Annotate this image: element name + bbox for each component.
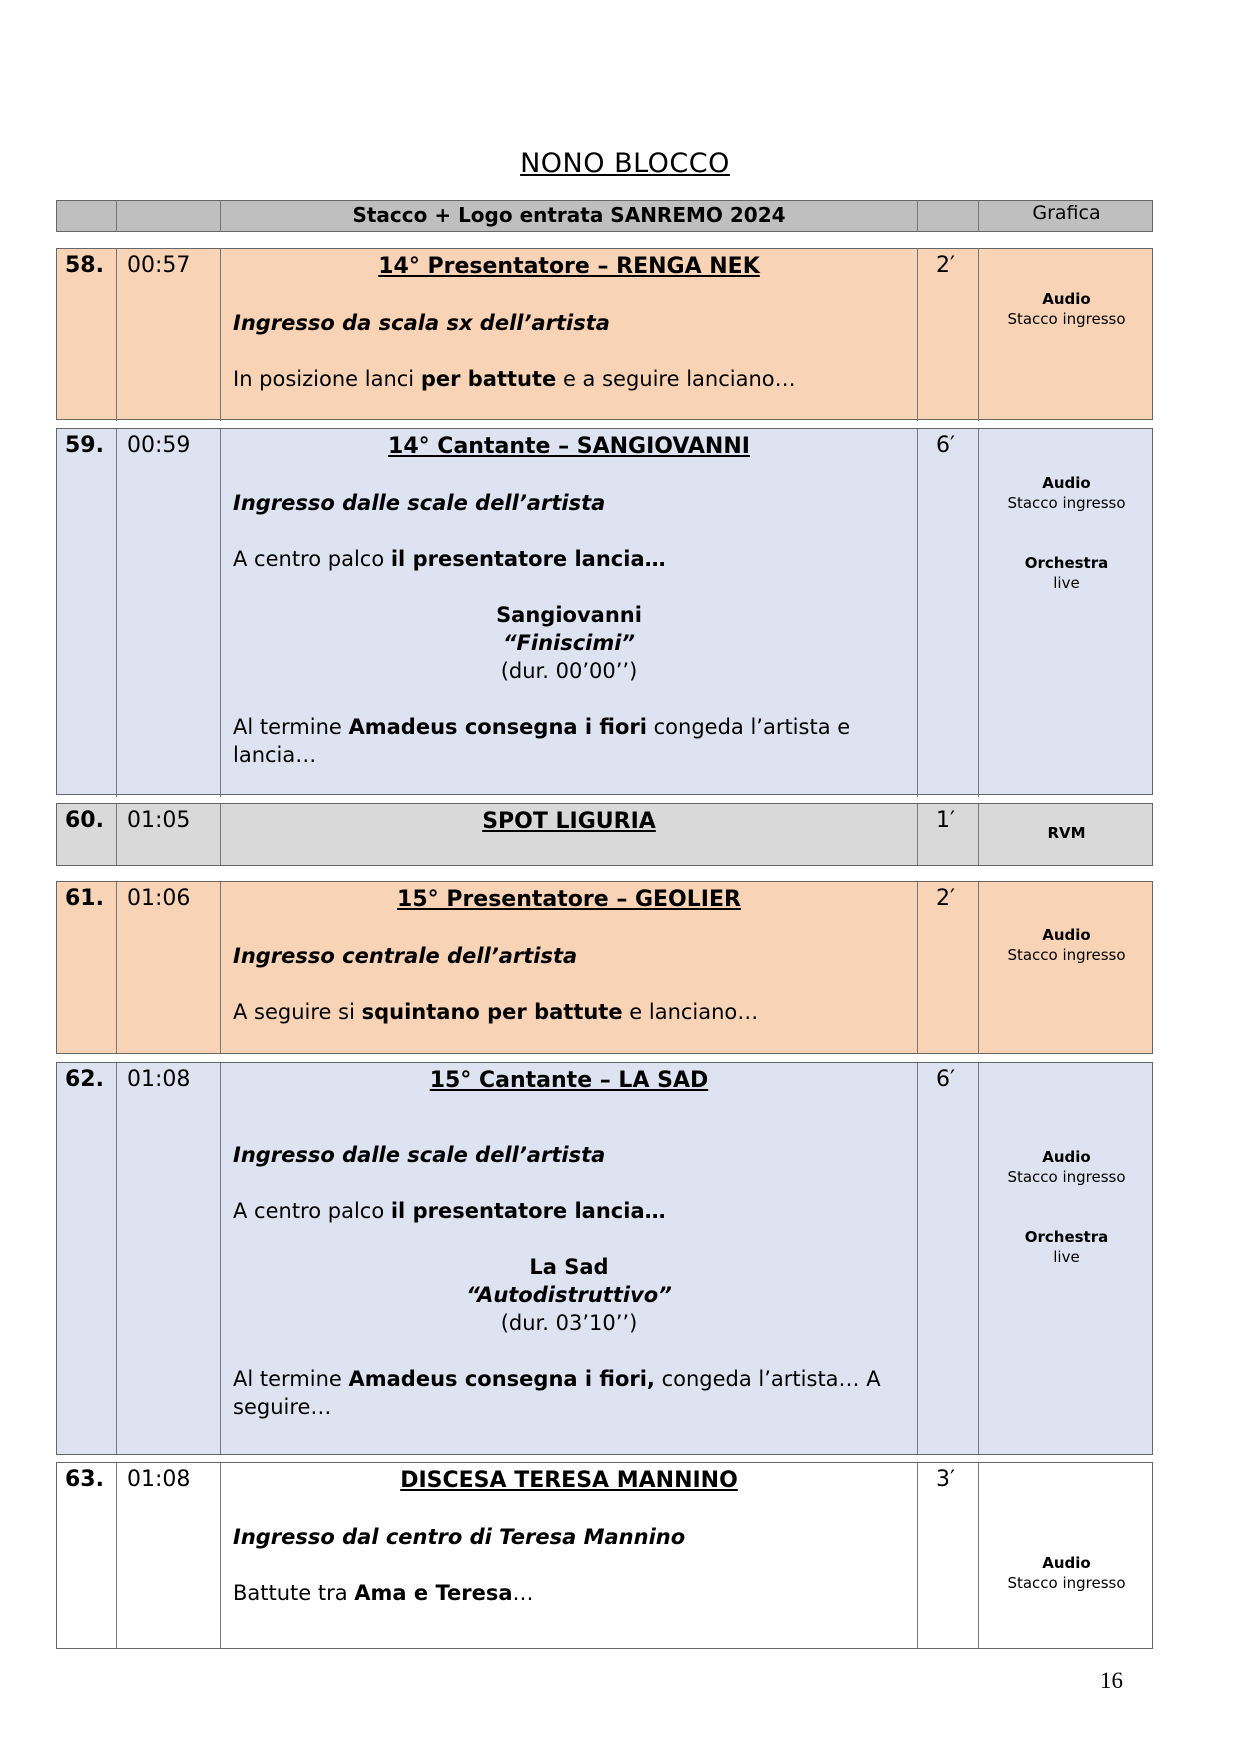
text: Ingresso da scala sx dell’artista <box>233 311 610 335</box>
text: “Finiscimi” <box>503 631 635 655</box>
grafica-detail: live <box>1053 574 1080 592</box>
bold-text: Amadeus consegna i fiori <box>348 715 647 739</box>
bold-text: Sangiovanni <box>496 603 642 627</box>
item-duration: 2′ <box>918 882 979 1054</box>
item-content <box>221 1463 918 1648</box>
item-content <box>221 249 918 421</box>
grafica-label: Orchestra <box>1024 554 1109 572</box>
text: congeda l’artista… A seguire… <box>233 1367 881 1419</box>
item-paragraph <box>233 1141 905 1169</box>
grafica-detail: Stacco ingresso <box>1007 946 1126 964</box>
text: 14° Presentatore – RENGA NEK <box>378 254 760 279</box>
item-paragraph <box>233 545 905 573</box>
item-paragraph <box>233 942 905 970</box>
grafica-label: Audio <box>1042 290 1091 308</box>
item-paragraph <box>233 309 905 337</box>
bold-text: La Sad <box>529 1255 609 1279</box>
header-duration-cell <box>918 201 979 231</box>
grafica-label: Audio <box>1042 1554 1091 1572</box>
item-content <box>221 882 918 1054</box>
text: Al termine <box>233 1367 349 1391</box>
item-number: 61. <box>57 882 117 1054</box>
item-duration: 1′ <box>918 804 979 865</box>
item-title <box>233 1067 905 1095</box>
grafica-detail: Stacco ingresso <box>1007 310 1126 328</box>
rundown-row <box>56 803 1153 866</box>
text: Ingresso dalle scale dell’artista <box>233 1143 606 1167</box>
item-paragraph <box>233 1309 905 1337</box>
item-paragraph <box>233 1365 905 1421</box>
item-time: 01:06 <box>117 882 221 1054</box>
item-time: 00:59 <box>117 429 221 797</box>
item-paragraph <box>233 1253 905 1281</box>
text: A centro palco <box>233 547 391 571</box>
grafica-label: Audio <box>1042 474 1091 492</box>
grafica-block <box>979 289 1154 329</box>
item-title <box>233 253 905 281</box>
item-number: 59. <box>57 429 117 797</box>
item-paragraph <box>233 629 905 657</box>
text: e a seguire lanciano… <box>556 367 796 391</box>
bold-text: il presentatore lancia… <box>390 547 666 571</box>
text: A seguire si <box>233 1000 362 1024</box>
item-paragraph <box>233 1579 905 1607</box>
header-content: Stacco + Logo entrata SANREMO 2024 <box>221 201 918 231</box>
item-paragraph <box>233 489 905 517</box>
rundown-row <box>56 881 1153 1054</box>
item-duration: 3′ <box>918 1463 979 1648</box>
grafica-detail: Stacco ingresso <box>1007 1168 1126 1186</box>
grafica-detail: Stacco ingresso <box>1007 494 1126 512</box>
rundown-row <box>56 1462 1153 1649</box>
header-grafica: Grafica <box>1032 202 1101 224</box>
text: 15° Presentatore – GEOLIER <box>397 887 741 912</box>
item-title <box>233 886 905 914</box>
item-duration: 6′ <box>918 1063 979 1454</box>
rundown-row <box>56 1062 1153 1455</box>
bold-text: per battute <box>420 367 557 391</box>
bold-text: squintano per battute <box>361 1000 623 1024</box>
item-duration: 6′ <box>918 429 979 797</box>
bold-text: Amadeus consegna i fiori, <box>348 1367 655 1391</box>
item-paragraph <box>233 365 905 393</box>
grafica-block <box>979 473 1154 513</box>
item-number: 58. <box>57 249 117 421</box>
header-row <box>56 200 1153 232</box>
text: DISCESA TERESA MANNINO <box>400 1468 738 1493</box>
item-content <box>221 429 918 797</box>
grafica-detail: live <box>1053 1248 1080 1266</box>
text: 14° Cantante – SANGIOVANNI <box>388 434 750 459</box>
grafica-label: Audio <box>1042 926 1091 944</box>
item-number: 60. <box>57 804 117 865</box>
header-time-cell <box>117 201 221 231</box>
text: Ingresso dalle scale dell’artista <box>233 491 606 515</box>
item-time: 01:05 <box>117 804 221 865</box>
header-num-cell <box>57 201 117 231</box>
grafica-block <box>979 925 1154 965</box>
item-title <box>233 1467 905 1495</box>
grafica-cell <box>979 882 1154 1054</box>
grafica-block <box>979 553 1154 593</box>
text: “Autodistruttivo” <box>466 1283 672 1307</box>
text: A centro palco <box>233 1199 391 1223</box>
text: 15° Cantante – LA SAD <box>429 1068 709 1093</box>
text: In posizione lanci <box>233 367 421 391</box>
text: SPOT LIGURIA <box>482 809 656 834</box>
item-paragraph <box>233 1197 905 1225</box>
bold-text: il presentatore lancia… <box>390 1199 666 1223</box>
item-title <box>233 433 905 461</box>
item-paragraph <box>233 1523 905 1551</box>
text: Ingresso centrale dell’artista <box>233 944 578 968</box>
item-paragraph <box>233 657 905 685</box>
text: Ingresso dal centro di Teresa Mannino <box>233 1525 686 1549</box>
item-paragraph <box>233 713 905 769</box>
bold-text: Ama e Teresa <box>354 1581 513 1605</box>
text: (dur. 00’00’’) <box>500 659 638 683</box>
grafica-cell <box>979 804 1154 865</box>
grafica-cell <box>979 1463 1154 1648</box>
grafica-block <box>979 823 1154 843</box>
block-title: NONO BLOCCO <box>520 148 730 179</box>
grafica-block <box>979 1227 1154 1267</box>
item-paragraph <box>233 601 905 629</box>
page-number: 16 <box>1100 1668 1123 1693</box>
text: Battute tra <box>233 1581 355 1605</box>
text: (dur. 03’10’’) <box>500 1311 638 1335</box>
item-time: 00:57 <box>117 249 221 421</box>
grafica-cell <box>979 429 1154 797</box>
text: e lanciano… <box>622 1000 759 1024</box>
item-paragraph <box>233 1281 905 1309</box>
text: … <box>512 1581 534 1605</box>
rundown-row <box>56 248 1153 420</box>
item-duration: 2′ <box>918 249 979 421</box>
item-content <box>221 804 918 865</box>
grafica-cell <box>979 1063 1154 1454</box>
item-time: 01:08 <box>117 1063 221 1454</box>
grafica-block <box>979 1147 1154 1187</box>
item-number: 62. <box>57 1063 117 1454</box>
item-number: 63. <box>57 1463 117 1648</box>
item-title <box>233 808 905 836</box>
grafica-detail: Stacco ingresso <box>1007 1574 1126 1592</box>
grafica-label: RVM <box>1047 824 1086 842</box>
item-time: 01:08 <box>117 1463 221 1648</box>
grafica-label: Orchestra <box>1024 1228 1109 1246</box>
item-content <box>221 1063 918 1454</box>
grafica-label: Audio <box>1042 1148 1091 1166</box>
grafica-block <box>979 1553 1154 1593</box>
item-paragraph <box>233 998 905 1026</box>
grafica-cell <box>979 249 1154 421</box>
text: Al termine <box>233 715 349 739</box>
rundown-row <box>56 428 1153 795</box>
text: congeda l’artista e lancia… <box>233 715 851 767</box>
